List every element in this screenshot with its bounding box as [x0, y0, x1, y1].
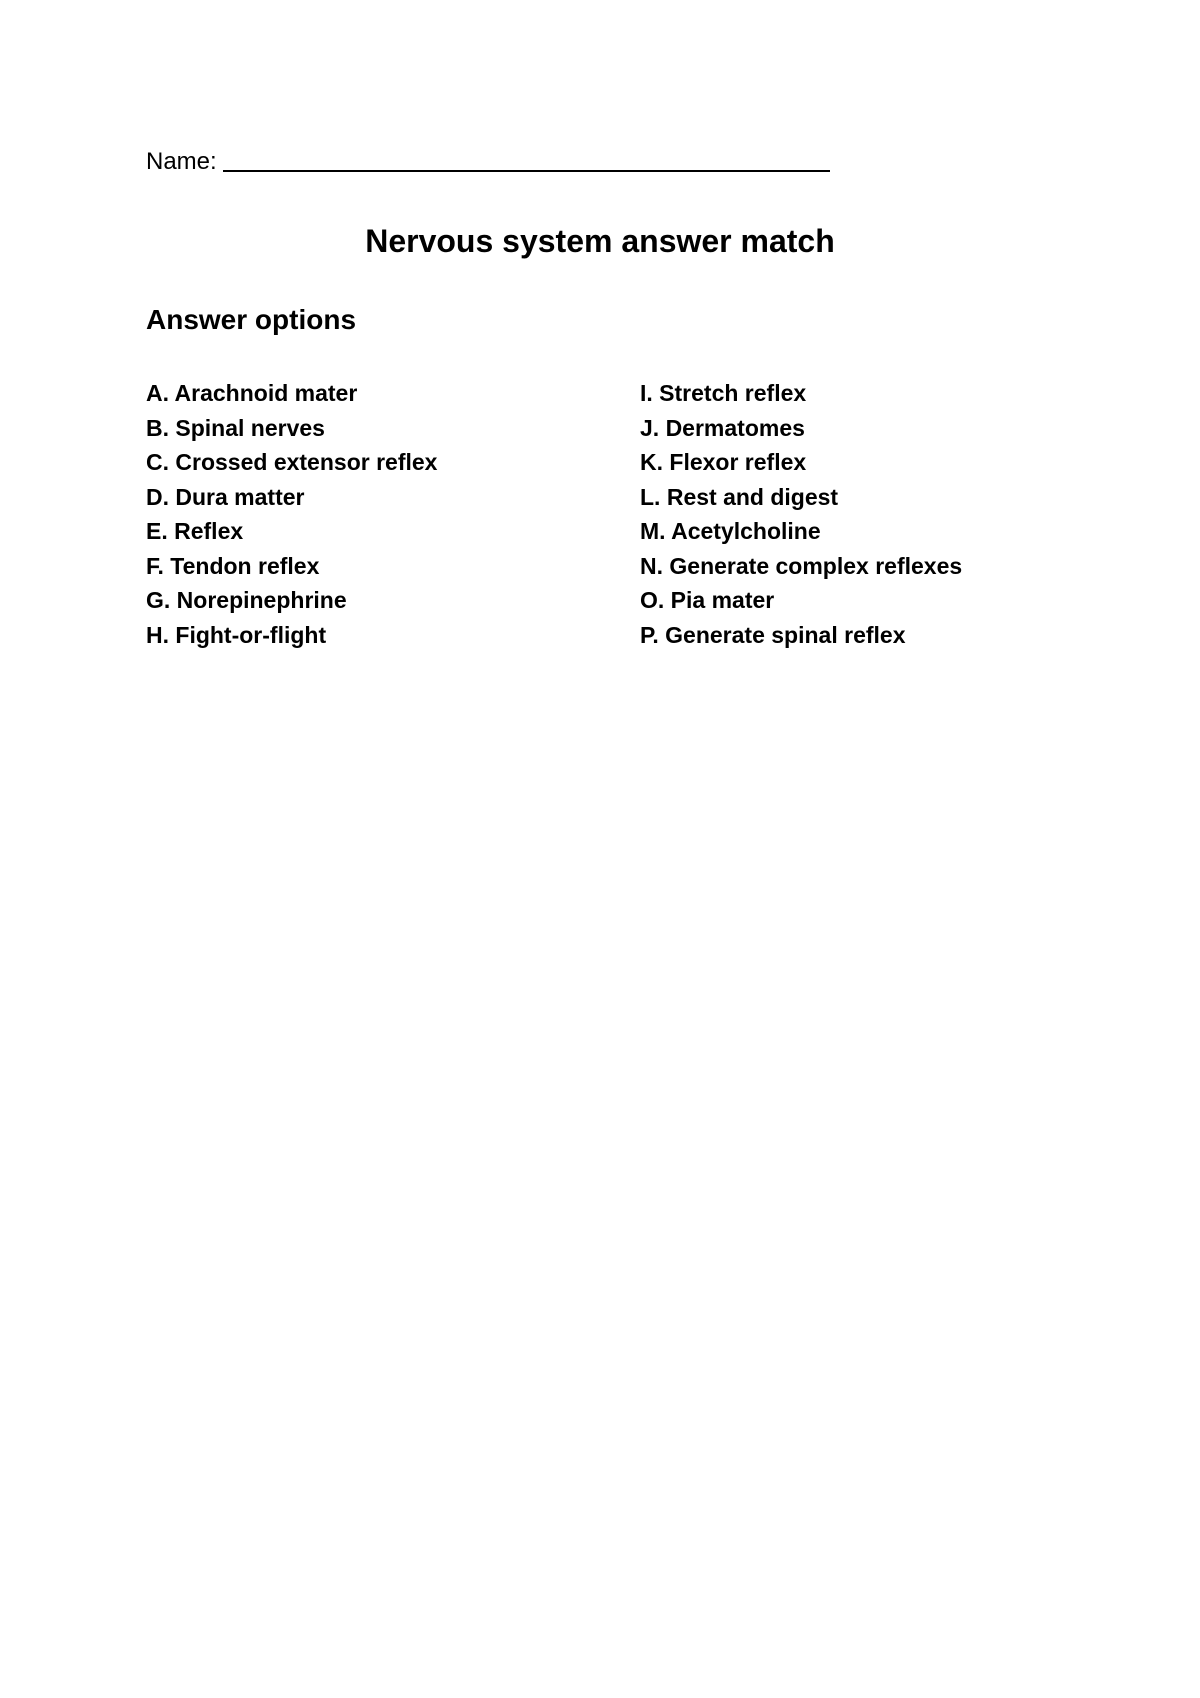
answer-option: A. Arachnoid mater: [146, 380, 358, 406]
answer-options-right-column: [640, 376, 962, 652]
answer-options-left-column: [146, 376, 437, 652]
answer-option: P. Generate spinal reflex: [640, 621, 906, 648]
name-blank-line: [223, 170, 830, 172]
answer-option: I. Stretch reflex: [640, 380, 807, 406]
answer-option: M. Acetylcholine: [640, 518, 821, 544]
name-field-row: [146, 148, 830, 176]
answer-option: L. Rest and digest: [640, 483, 839, 510]
answer-options-heading: Answer options: [146, 304, 357, 335]
answer-option: J. Dermatomes: [640, 414, 805, 441]
answer-option: H. Fight-or-flight: [146, 621, 327, 648]
answer-option: O. Pia mater: [640, 587, 775, 613]
answer-option: N. Generate complex reflexes: [640, 552, 963, 579]
answer-option: D. Dura matter: [146, 483, 305, 510]
page-title: Nervous system answer match: [365, 223, 835, 259]
answer-option: F. Tendon reflex: [146, 552, 320, 579]
answer-option: C. Crossed extensor reflex: [146, 449, 438, 475]
answer-option: K. Flexor reflex: [640, 449, 807, 475]
name-label: Name:: [146, 148, 217, 175]
answer-option: E. Reflex: [146, 518, 244, 544]
answer-option: G. Norepinephrine: [146, 587, 347, 613]
answer-option: B. Spinal nerves: [146, 414, 325, 441]
